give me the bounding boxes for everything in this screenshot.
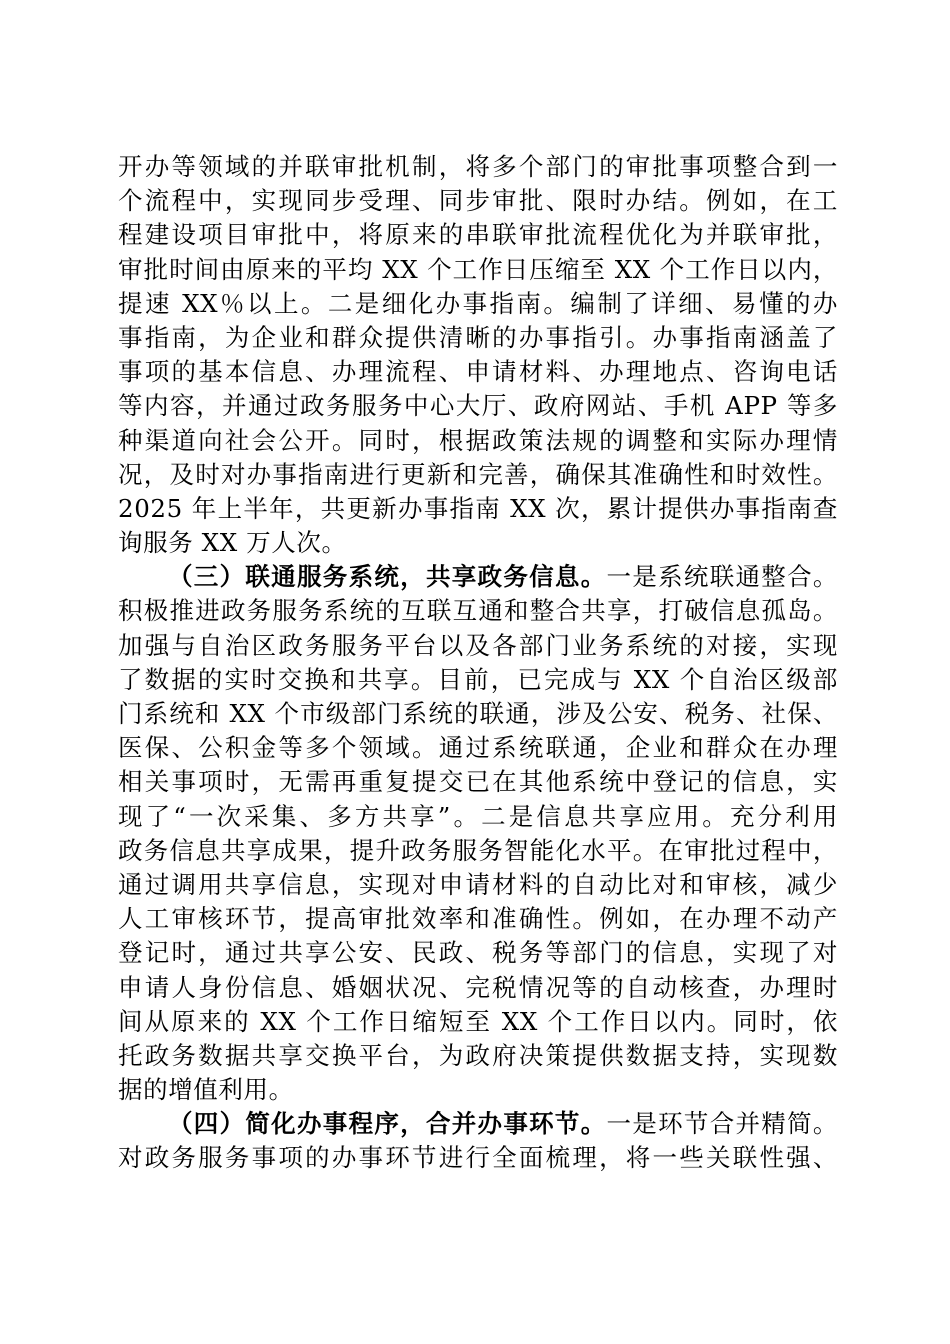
document-page [118, 150, 838, 1176]
text-line: 事项的基本信息、办理流程、申请材料、办理地点、咨询电话 [118, 357, 838, 387]
text-line: 2025 年上半年，共更新办事指南 XX 次，累计提供办事指南查 [118, 493, 838, 523]
text-line: 申请人身份信息、婚姻状况、完税情况等的自动核查，办理时 [118, 972, 838, 1002]
section-heading-line [118, 1107, 838, 1141]
heading-line-rest: 一是环节合并精简。 [606, 1109, 838, 1139]
text-line: 登记时，通过共享公安、民政、税务等部门的信息，实现了对 [118, 938, 838, 968]
text-line: 政务信息共享成果，提升政务服务智能化水平。在审批过程中， [118, 835, 838, 865]
paragraph-system-integration [118, 560, 838, 1107]
text-line: 种渠道向社会公开。同时，根据政策法规的调整和实际办理情 [118, 425, 838, 455]
text-line: 提速 XX％以上。二是细化办事指南。编制了详细、易懂的办 [118, 288, 838, 318]
text-line: 开办等领域的并联审批机制，将多个部门的审批事项整合到一 [118, 152, 838, 181]
text-line: 人工审核环节，提高审批效率和准确性。例如，在办理不动产 [118, 904, 838, 934]
text-line: 据的增值利用。 [118, 1075, 294, 1105]
text-line: 间从原来的 XX 个工作日缩短至 XX 个工作日以内。同时，依 [118, 1006, 838, 1036]
text-line: 通过调用共享信息，实现对申请材料的自动比对和审核，减少 [118, 869, 838, 899]
text-line: 询服务 XX 万人次。 [118, 528, 347, 558]
text-line: 程建设项目审批中，将原来的串联审批流程优化为并联审批， [118, 220, 838, 250]
text-line: 门系统和 XX 个市级部门系统的联通，涉及公安、税务、社保、 [118, 699, 838, 728]
text-line: 医保、公积金等多个领域。通过系统联通，企业和群众在办理 [118, 733, 838, 763]
text-line: 审批时间由原来的平均 XX 个工作日压缩至 XX 个工作日以内， [118, 254, 838, 284]
text-line: 加强与自治区政务服务平台以及各部门业务系统的对接，实现 [118, 630, 838, 660]
paragraph-simplify-procedures [118, 1107, 838, 1175]
text-line: 事指南，为企业和群众提供清晰的办事指引。办事指南涵盖了 [118, 322, 838, 352]
section-heading-3: （三）联通服务系统，共享政务信息。 [168, 562, 607, 592]
text-line: 了数据的实时交换和共享。目前，已完成与 XX 个自治区级部 [118, 664, 838, 694]
text-line: 相关事项时，无需再重复提交已在其他系统中登记的信息，实 [118, 767, 838, 797]
text-line: 况，及时对办事指南进行更新和完善，确保其准确性和时效性。 [118, 459, 838, 489]
heading-line-rest: 一是系统联通整合。 [606, 562, 838, 592]
text-line: 对政务服务事项的办事环节进行全面梳理，将一些关联性强、 [118, 1143, 838, 1173]
text-line: 个流程中，实现同步受理、同步审批、限时办结。例如，在工 [118, 186, 838, 216]
section-heading-line [118, 560, 838, 594]
paragraph-approval-and-guide [118, 150, 838, 560]
section-heading-4: （四）简化办事程序，合并办事环节。 [168, 1109, 607, 1139]
text-line: 托政务数据共享交换平台，为政府决策提供数据支持，实现数 [118, 1040, 838, 1070]
text-line: 现了“一次采集、多方共享”。二是信息共享应用。充分利用 [118, 801, 838, 831]
text-line: 等内容，并通过政务服务中心大厅、政府网站、手机 APP 等多 [118, 391, 838, 421]
text-line: 积极推进政务服务系统的互联互通和整合共享，打破信息孤岛。 [118, 596, 838, 626]
